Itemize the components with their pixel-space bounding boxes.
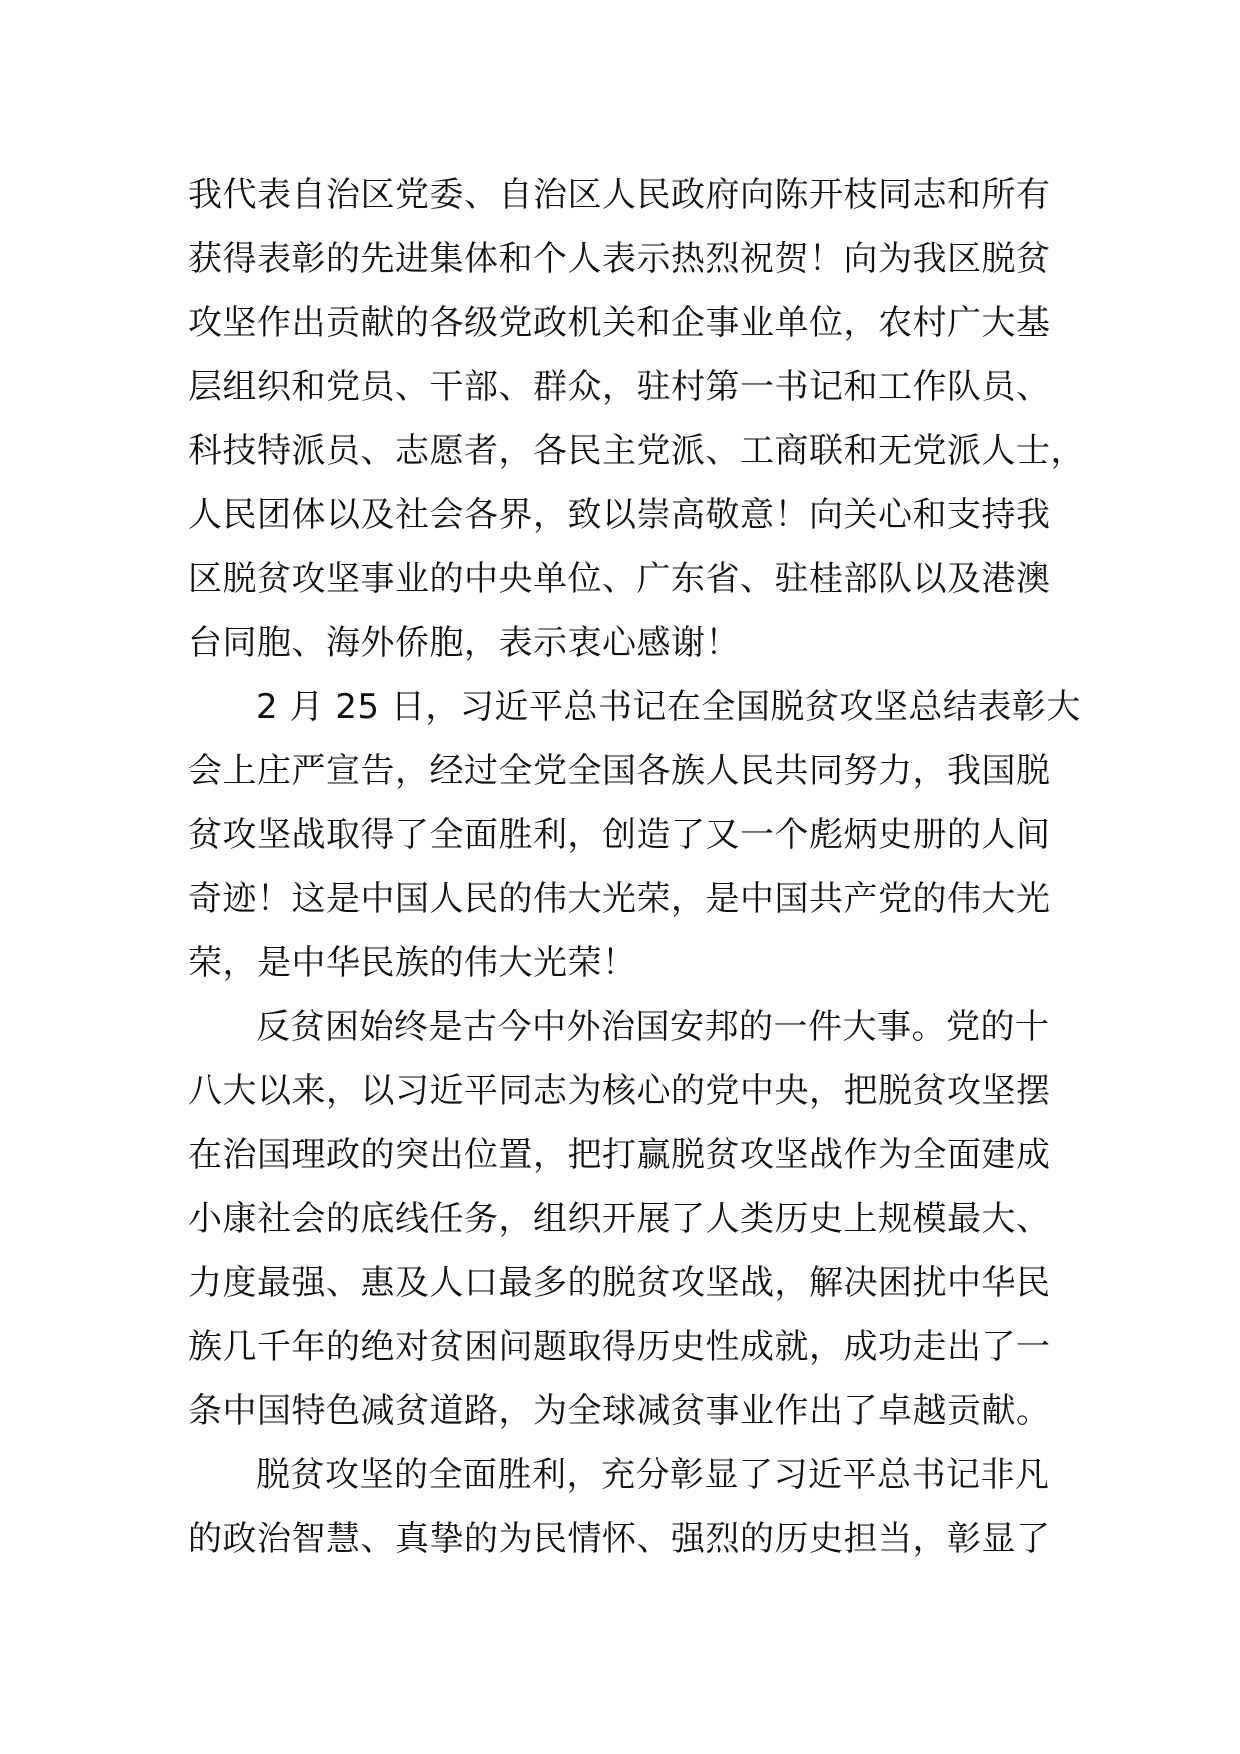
text-line: 的政治智慧、真挚的为民情怀、强烈的历史担当，彰显了 [188,1519,1051,1559]
text-line: 获得表彰的先进集体和个人表示热烈祝贺！向为我区脱贫 [188,239,1051,279]
text-line: 力度最强、惠及人口最多的脱贫攻坚战，解决困扰中华民 [188,1263,1051,1303]
text-line: 奇迹！这是中国人民的伟大光荣，是中国共产党的伟大光 [188,879,1051,919]
text-line: 荣，是中华民族的伟大光荣！ [188,943,637,983]
text-line: 我代表自治区党委、自治区人民政府向陈开枝同志和所有 [188,175,1051,215]
text-line: 科技特派员、志愿者，各民主党派、工商联和无党派人士， [188,431,1085,471]
text-line: 会上庄严宣告，经过全党全国各族人民共同努力，我国脱 [188,751,1051,791]
text-line: 小康社会的底线任务，组织开展了人类历史上规模最大、 [188,1199,1051,1239]
paragraph-start-line: 2 月 25 日，习近平总书记在全国脱贫攻坚总结表彰大 [256,687,1081,727]
text-line: 在治国理政的突出位置，把打赢脱贫攻坚战作为全面建成 [188,1135,1051,1175]
document-body [188,163,1085,1571]
text-line: 台同胞、海外侨胞，表示衷心感谢！ [188,623,740,663]
text-line: 八大以来，以习近平同志为核心的党中央，把脱贫攻坚摆 [188,1071,1051,1111]
paragraph-start-line: 反贫困始终是古今中外治国安邦的一件大事。党的十 [256,1007,1050,1047]
text-line: 条中国特色减贫道路，为全球减贫事业作出了卓越贡献。 [188,1391,1051,1431]
paragraph-start-line: 脱贫攻坚的全面胜利，充分彰显了习近平总书记非凡 [256,1455,1050,1495]
text-line: 攻坚作出贡献的各级党政机关和企事业单位，农村广大基 [188,303,1051,343]
text-line: 族几千年的绝对贫困问题取得历史性成就，成功走出了一 [188,1327,1051,1367]
text-line: 贫攻坚战取得了全面胜利，创造了又一个彪炳史册的人间 [188,815,1051,855]
text-line: 层组织和党员、干部、群众，驻村第一书记和工作队员、 [188,367,1051,407]
text-line: 人民团体以及社会各界，致以崇高敬意！向关心和支持我 [188,495,1051,535]
text-line: 区脱贫攻坚事业的中央单位、广东省、驻桂部队以及港澳 [188,559,1051,599]
